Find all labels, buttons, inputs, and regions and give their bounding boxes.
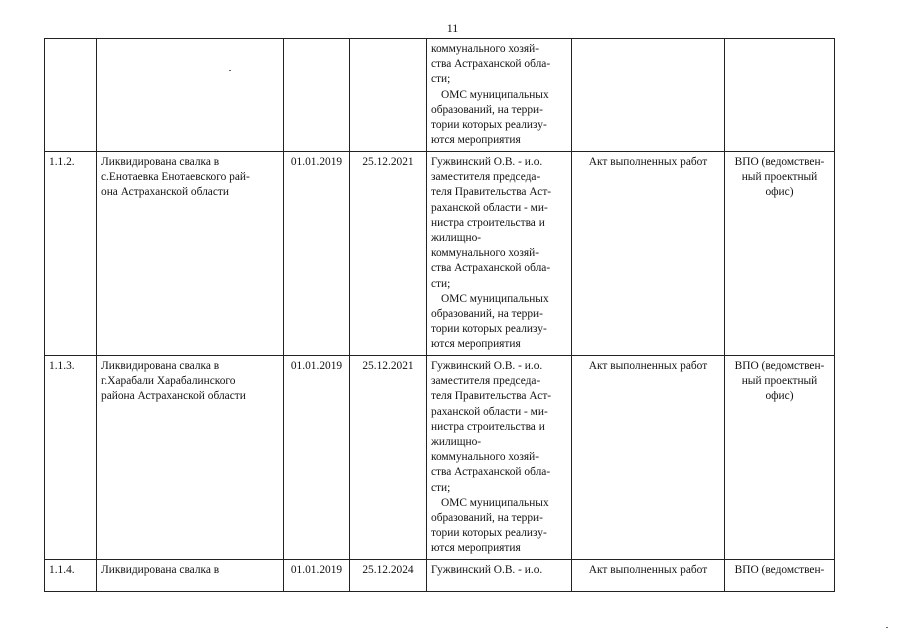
responsible-paragraph: ОМС муниципальных [441, 496, 549, 509]
responsible-person-cell [427, 39, 572, 152]
end-date: 25.12.2021 [362, 156, 414, 168]
result-document: Акт выполненных работ [588, 360, 708, 372]
table-row [45, 39, 835, 152]
event-name: Ликвидирована свалка в с.Енотаевка Енотаевского рай- она Астраханской области [101, 156, 250, 199]
control-level: ВПО (ведомствен- ный проектный офис) [734, 360, 825, 403]
responsible-paragraph: коммунального хозяй- ства Астраханской обла- сти; [431, 43, 551, 86]
page-number: 11 [446, 21, 459, 35]
end-date: 25.12.2024 [362, 564, 414, 576]
scan-speck [886, 627, 888, 628]
start-date: 01.01.2019 [290, 360, 343, 372]
control-level: ВПО (ведомствен- [734, 564, 825, 576]
responsible-paragraph: образований, на терри- тории которых реализу- ются мероприятия [431, 308, 547, 351]
control-level: ВПО (ведомствен- ный проектный офис) [734, 156, 825, 199]
start-date: 01.01.2019 [290, 564, 343, 576]
table-row [45, 152, 835, 356]
row-number-cell [45, 356, 97, 560]
control-level-cell [725, 356, 835, 560]
responsible-paragraph: Гужвинский О.В. - и.о. заместителя председа- теля Правительства Аст- раханской области - ми- нистра строительства и жилищно- коммунального хозяй- ства Астраханской обла- сти; [431, 360, 552, 494]
end-date-cell [350, 152, 427, 356]
row-number: 1.1.2. [49, 156, 75, 168]
responsible-paragraph: Гужвинский О.В. - и.о. заместителя председа- теля Правительства Аст- раханской области - ми- нистра строительства и жилищно- коммунального хозяй- ства Астраханской обла- сти; [431, 156, 552, 290]
result-document-cell [572, 560, 725, 592]
start-date-cell [284, 356, 350, 560]
control-level-cell [725, 560, 835, 592]
responsible-person-cell [427, 560, 572, 592]
event-name: Ликвидирована свалка в г.Харабали Харабалинского района Астраханской области [101, 360, 246, 403]
start-date-cell [284, 152, 350, 356]
result-document-cell [572, 39, 725, 152]
end-date: 25.12.2021 [362, 360, 414, 372]
event-name-cell [97, 39, 284, 152]
result-document: Акт выполненных работ [588, 564, 708, 576]
start-date-cell [284, 39, 350, 152]
table-row [45, 356, 835, 560]
events-table [44, 38, 835, 592]
table-row [45, 560, 835, 592]
result-document-cell [572, 356, 725, 560]
responsible-person-cell [427, 152, 572, 356]
control-level-cell [725, 39, 835, 152]
row-number-cell [45, 152, 97, 356]
responsible-paragraph: образований, на терри- тории которых реализу- ются мероприятия [431, 103, 547, 147]
responsible-paragraph: ОМС муниципальных [441, 292, 549, 305]
event-name-cell [97, 356, 284, 560]
end-date-cell [350, 560, 427, 592]
responsible-paragraph: Гужвинский О.В. - и.о. [431, 564, 543, 576]
end-date-cell [350, 39, 427, 152]
responsible-person-cell [427, 356, 572, 560]
responsible-paragraph: ОМС муниципальных [441, 88, 549, 101]
result-document: Акт выполненных работ [588, 156, 708, 168]
control-level-cell [725, 152, 835, 356]
responsible-paragraph: образований, на терри- тории которых реализу- ются мероприятия [431, 512, 547, 555]
start-date-cell [284, 560, 350, 592]
row-number-cell [45, 560, 97, 592]
event-name-cell [97, 152, 284, 356]
row-number: 1.1.3. [49, 360, 75, 372]
event-name: Ликвидирована свалка в [101, 564, 220, 576]
row-number: 1.1.4. [49, 564, 75, 576]
scan-speck [229, 70, 231, 71]
start-date: 01.01.2019 [290, 156, 343, 168]
event-name-cell [97, 560, 284, 592]
end-date-cell [350, 356, 427, 560]
result-document-cell [572, 152, 725, 356]
row-number-cell [45, 39, 97, 152]
